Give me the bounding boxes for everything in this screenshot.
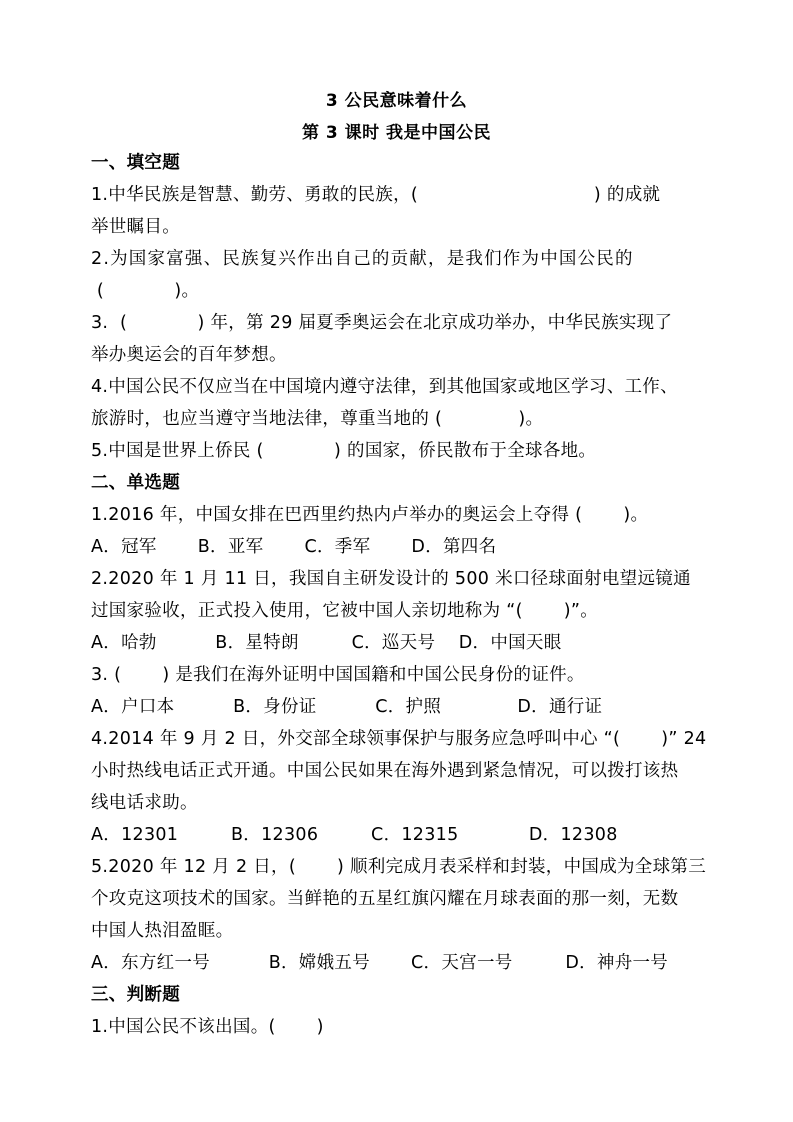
choice-q1: 1.2016 年，中国女排在巴西里约热内卢举办的奥运会上夺得 ( )。 [91,505,649,525]
choice-q5-options: A．东方红一号 B．嫦娥五号 C．天宫一号 D．神舟一号 [91,953,669,973]
section-single-choice: 二、单选题 [91,473,180,493]
choice-q2-options: A．哈勃 B．星特朗 C．巡天号 D．中国天眼 [91,633,562,653]
fill-q3-line1: 3. ( ) 年，第 29 届夏季奥运会在北京成功举办，中华民族实现了 [91,313,673,333]
fill-q2-line1: 2.为国家富强、民族复兴作出自己的贡献，是我们作为中国公民的 [91,249,634,269]
choice-q2-line2: 过国家验收，正式投入使用，它被中国人亲切地称为 “( )”。 [91,601,599,621]
judge-q1: 1.中国公民不该出国。( ) [91,1017,324,1037]
fill-q3-line2: 举办奥运会的百年梦想。 [91,345,287,365]
choice-q5-line3: 中国人热泪盈眶。 [91,921,234,941]
choice-q1-options: A．冠军 B．亚军 C．季军 D．第四名 [91,537,497,557]
choice-q5-line1: 5.2020 年 12 月 2 日，( ) 顺利完成月表采样和封装，中国成为全球第三 [91,857,707,877]
choice-q4-line3: 线电话求助。 [91,793,198,813]
fill-q5-line1: 5.中国是世界上侨民 ( ) 的国家，侨民散布于全球各地。 [91,441,597,461]
fill-q4-line2: 旅游时，也应当遵守当地法律，尊重当地的 ( )。 [91,409,544,429]
choice-q5-line2: 个攻克这项技术的国家。当鲜艳的五星红旗闪耀在月球表面的那一刻，无数 [91,889,679,909]
choice-q3: 3. ( ) 是我们在海外证明中国国籍和中国公民身份的证件。 [91,665,585,685]
choice-q4-line1: 4.2014 年 9 月 2 日，外交部全球领事保护与服务应急呼叫中心 “( )” 24 [91,729,707,749]
fill-q1-line2: 举世瞩目。 [91,217,180,237]
choice-q4-options: A．12301 B．12306 C．12315 D．12308 [91,825,618,845]
section-fill-in-blank: 一、填空题 [91,153,180,173]
fill-q2-line2: ( )。 [91,281,200,301]
choice-q2-line1: 2.2020 年 1 月 11 日，我国自主研发设计的 500 米口径球面射电望远镜通 [91,569,691,589]
lesson-title: 3 公民意味着什么 [325,91,468,111]
fill-q4-line1: 4.中国公民不仅应当在中国境内遵守法律，到其他国家或地区学习、工作、 [91,377,678,397]
choice-q3-options: A．户口本 B．身份证 C．护照 D．通行证 [91,697,603,717]
section-true-false: 三、判断题 [91,985,180,1005]
lesson-subtitle: 第 3 课时 我是中国公民 [301,123,492,143]
fill-q1-line1: 1.中华民族是智慧、勤劳、勇敢的民族，( ) 的成就 [91,185,661,205]
choice-q4-line2: 小时热线电话正式开通。中国公民如果在海外遇到紧急情况，可以拨打该热 [91,761,679,781]
